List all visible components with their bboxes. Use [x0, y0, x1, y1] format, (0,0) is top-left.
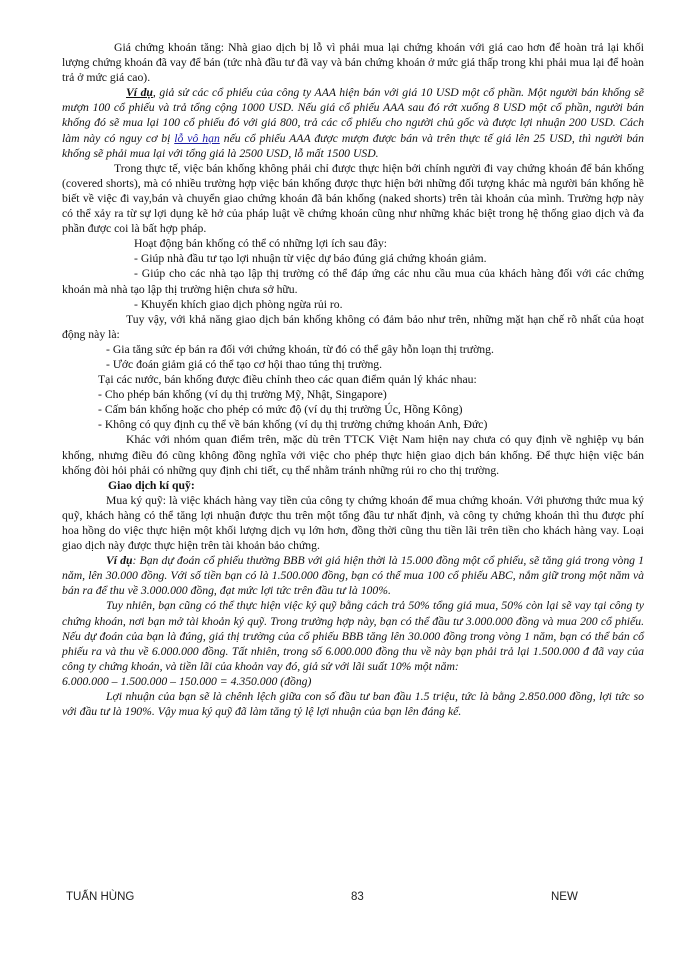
- paragraph-vietnam: Khác với nhóm quan điểm trên, mặc dù trên TTCK Việt Nam hiện nay chưa có quy định về nghiệp vụ bán khống, nhưng điều đó cũng không đồng nghĩa với việc cho phép thực hiện giao dịch bán khống. Để thực hiện việc bán khống đòi hỏi phải có những quy định chi tiết, cụ thể nhằm tránh những rủi ro cho thị trường.: [62, 433, 644, 477]
- paragraph-naked-shorts: Trong thực tế, việc bán khống không phải chỉ được thực hiện bởi chính người đi vay chứng khoán để bán khống (covered shorts), mà có nhiều trường hợp việc bán khống được thực hiện bởi những đối tượng khác mà người bán khống hề biết về việc đi vay,bán và chuyển giao chứng khoán đã bán khống (naked shorts) trên tài khoản của mình. Trường hợp này có thể xảy ra từ sự lợi dụng kẽ hở của pháp luật về chứng khoán cũng như những khác biệt trong hệ thống giao dịch và đa phần được coi là bất hợp pháp.: [62, 161, 644, 236]
- section-heading-margin-trading: Giao dịch kí quỹ:: [108, 478, 195, 492]
- example-aaa-paragraph: Ví dụ, giả sử các cổ phiếu của công ty AAA hiện bán với giá 10 USD một cổ phần. Một người bán khống sẽ mượn 100 cổ phiếu và trả tổng cộng 1000 USD. Nếu giá cổ phiếu AAA sau đó rớt xuống 8 USD một cổ phần, người bán khống đó sẽ mua lại 100 cổ phiếu đó với giá 800, trả các cổ phiếu cho người chủ gốc và được lợi nhuận 200 USD. Cách làm này có nguy cơ bị lỗ vô hạn nếu cổ phiếu AAA được mượn được bán và trên thực tế giá lên 25 USD, thì người bán khống sẽ phải mua lại với tổng giá là 2500 USD, lỗ mất 1500 USD.: [62, 86, 644, 160]
- example-label: Ví dụ: [126, 86, 153, 100]
- list-item: - Giúp cho các nhà tạo lập thị trường có thể đáp ứng các nhu cầu mua của khách hàng đối với các chứng khoán mà nhà tạo lập thị trường hiện chưa sở hữu.: [62, 267, 644, 296]
- paragraph-margin-scenario: Tuy nhiên, bạn cũng có thể thực hiện việc ký quỹ bằng cách trả 50% tổng giá mua, 50% còn lại sẽ vay tại công ty chứng khoán, nơi bạn mở tài khoản ký quỹ. Trong trường hợp này, bạn có thể đầu tư 3.000.000 đồng và mua 200 cổ phiếu. Nếu dự đoán của bạn là đúng, giá thị trường của cổ phiếu BBB tăng lên 30.000 đồng trong vòng 1 năm, bạn có thể bán cổ phiếu ra và thu về 6.000.000 đồng. Tất nhiên, trong số 6.000.000 đồng thu về này bạn phải trả lại 1.500.000 đ đã vay của công ty chứng khoán, và tiền lãi của khoản vay đó, giả sử với lãi suất 10% một năm:: [62, 599, 644, 673]
- example-label: Ví dụ: [106, 554, 133, 568]
- list-item: - Cho phép bán khống (ví dụ thị trường Mỹ, Nhật, Singapore): [98, 388, 387, 402]
- list-item: - Giúp nhà đầu tư tạo lợi nhuận từ việc dự báo đúng giá chứng khoán giảm.: [134, 252, 487, 266]
- list-item: - Cấm bán khống hoặc cho phép có mức độ (ví dụ thị trường Úc, Hồng Kông): [98, 403, 463, 417]
- page-footer: [0, 891, 700, 907]
- footer-author: TUẤN HÙNG: [66, 891, 135, 903]
- page-body: [62, 40, 644, 719]
- paragraph-profit-conclusion: Lợi nhuận của bạn sẽ là chênh lệch giữa con số đầu tư ban đầu 1.5 triệu, tức là bằng 2.850.000 đồng, lợi tức so với đầu tư là 190%. Vậy mua ký quỹ đã làm tăng tỷ lệ lợi nhuận của bạn lên đáng kể.: [62, 690, 644, 719]
- list-item: - Khuyến khích giao dịch phòng ngừa rủi ro.: [134, 297, 343, 311]
- list-item: - Không có quy định cụ thể về bán khống (ví dụ thị trường chứng khoán Anh, Đức): [98, 418, 488, 432]
- list-item: - Ước đoán giảm giá có thể tạo cơ hội thao túng thị trường.: [106, 357, 383, 371]
- paragraph-regulation-intro: Tại các nước, bán khống được điều chỉnh theo các quan điểm quản lý khác nhau:: [98, 373, 477, 387]
- paragraph-margin-definition: Mua ký quỹ: là việc khách hàng vay tiền của công ty chứng khoán để mua chứng khoán. Với phương thức mua ký quỹ, khách hàng có thể tăng lợi nhuận được thu trên một tổng đầu tư nhất định, và công ty chứng khoán thì thu được phí hoa hồng do việc thực hiện một khối lượng dịch vụ lớn hơn, đồng thời cũng thu tiền lãi trên tiền cho khách hàng vay. Loại giao dịch này được thực hiện trên tài khoản bảo chứng.: [62, 493, 644, 553]
- paragraph-limitations-intro: Tuy vậy, với khả năng giao dịch bán khống không có đảm bảo như trên, những mặt hạn chế rõ nhất của hoạt động này là:: [62, 312, 644, 341]
- list-item: - Gia tăng sức ép bán ra đối với chứng khoán, từ đó có thể gây hỗn loạn thị trường.: [106, 342, 494, 356]
- example-bbb-paragraph: Ví dụ: Bạn dự đoán cổ phiếu thường BBB với giá hiện thời là 15.000 đồng một cổ phiếu, sẽ tăng giá trong vòng 1 năm, lên 30.000 đồng. Với số tiền bạn có là 1.500.000 đồng, bạn có thể mua 100 cổ phiếu ABC, nắm giữ trong một năm và bán ra để thu về 3.000.000 đồng, đạt mức lợi tức trên đầu tư là 100%.: [62, 554, 644, 598]
- unlimited-loss-link[interactable]: lỗ vô hạn: [174, 131, 220, 145]
- calculation-line: 6.000.000 – 1.500.000 – 150.000 = 4.350.000 (đồng): [62, 674, 312, 688]
- paragraph-price-increase: Giá chứng khoán tăng: Nhà giao dịch bị lỗ vì phải mua lại chứng khoán với giá cao hơn để hoàn trả lại khối lượng chứng khoán đã vay để bán (tức nhà đầu tư đã vay và bán chứng khoán ở mức giá thấp trong khi phải mua lại để hoàn trả ở mức giá cao).: [62, 41, 644, 85]
- footer-label: NEW: [551, 891, 578, 903]
- paragraph-benefits-intro: Hoạt động bán khống có thể có những lợi ích sau đây:: [134, 237, 388, 251]
- page-number: 83: [351, 891, 364, 903]
